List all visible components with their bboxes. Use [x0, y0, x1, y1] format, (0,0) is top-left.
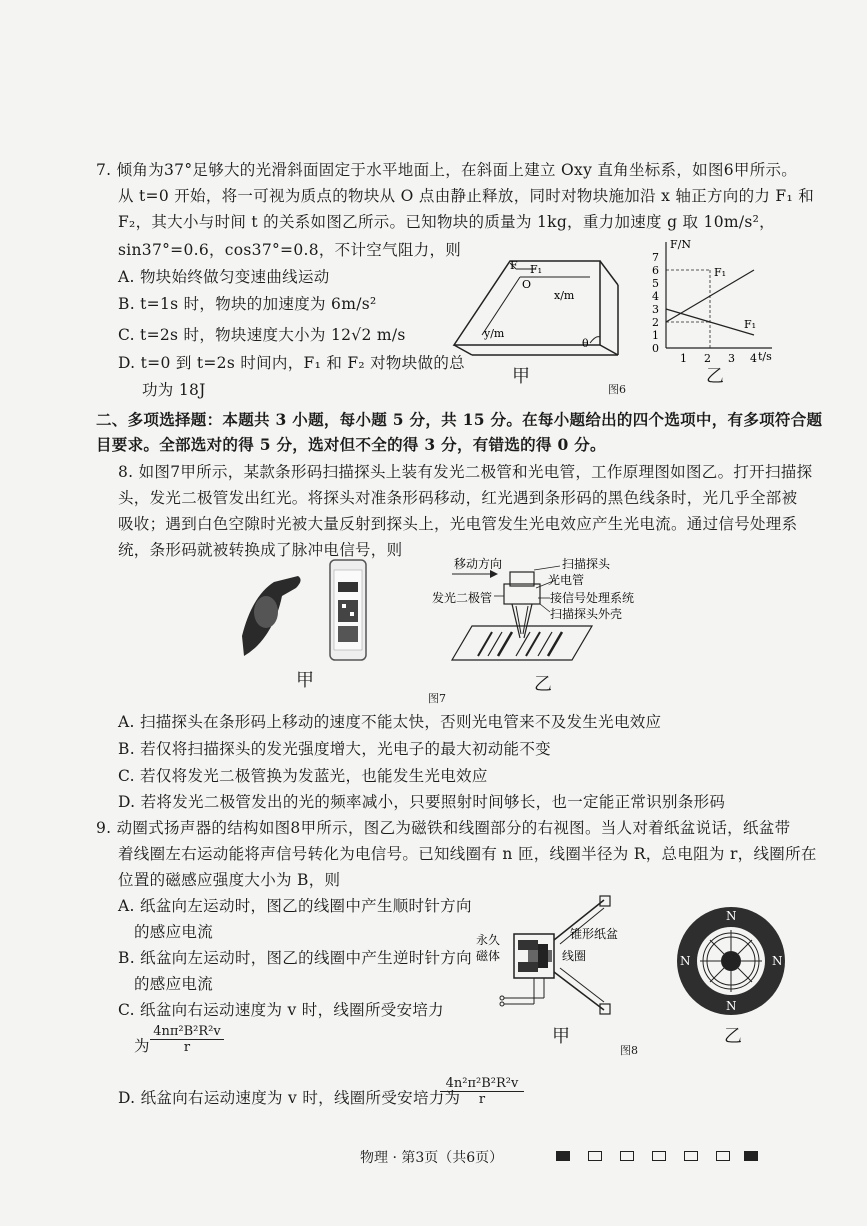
q8-line4: 统，条形码就被转换成了脉冲电信号，则 — [118, 541, 403, 559]
q9-option-a-line2: 的感应电流 — [134, 923, 214, 941]
q9-option-d-formula — [440, 1076, 524, 1107]
fig6-xtick: 2 — [704, 352, 711, 365]
section2-line2: 目要求。全部选对的得 5 分，选对但不全的得 3 分，有错选的得 0 分。 — [96, 435, 606, 454]
fig6-ytick: 0 — [652, 342, 659, 355]
fig8-pole-n: N — [726, 999, 737, 1013]
q8-option-a: A. 扫描探头在条形码上移动的速度不能太快，否则光电管来不及发生光电效应 — [118, 713, 662, 731]
q9-option-c-formula — [150, 1024, 224, 1055]
fig6-x-axis-label: t/s — [758, 350, 772, 363]
q9-line3: 位置的磁感应强度大小为 B，则 — [118, 871, 341, 889]
fig6-ytick: 7 — [652, 251, 659, 264]
q8-line2: 头，发光二极管发出红光。将探头对准条形码移动，红光遇到条形码的黑色线条时，光几乎全部被 — [118, 489, 798, 507]
q9-option-c-numerator: 4nπ²B²R²v — [150, 1024, 224, 1040]
fig6-label-theta: θ — [582, 337, 589, 350]
footer-marker — [620, 1151, 634, 1161]
q7-line2: 从 t=0 开始，将一可视为质点的物块从 O 点由静止释放，同时对物块施加沿 x 轴正方向的力 F₁ 和 — [118, 187, 815, 205]
fig7-principle-diagram — [432, 556, 652, 672]
q7-option-c: C. t=2s 时，物块速度大小为 12√2 m/s — [118, 326, 406, 344]
q9-line2: 着线圈左右运动能将声信号转化为电信号。已知线圈有 n 匝，线圈半径为 R，总电阻为 r，线圈所在 — [118, 845, 817, 863]
fig7-label-move: 移动方向 — [454, 557, 503, 571]
fig6-incline-diagram — [450, 255, 620, 365]
fig6-ytick: 1 — [652, 329, 659, 342]
fig6-force-time-graph — [640, 236, 790, 376]
q7-line3: F₂，其大小与时间 t 的关系如图乙所示。已知物块的质量为 1kg，重力加速度 g 取 10m/s²， — [118, 213, 775, 231]
page-footer: 物理 · 第3页（共6页） — [360, 1150, 504, 1166]
q8-option-d: D. 若将发光二极管发出的光的频率减小，只要照射时间够长，也一定能正常识别条形码 — [118, 793, 726, 811]
q7-option-b: B. t=1s 时，物块的加速度为 6m/s² — [118, 295, 377, 313]
q9-option-c-denominator: r — [183, 1040, 191, 1055]
footer-marker — [588, 1151, 602, 1161]
q7-line1: 7. 倾角为37°足够大的光滑斜面固定于水平地面上，在斜面上建立 Oxy 直角坐标系，如图6甲所示。 — [96, 161, 798, 179]
fig6-xtick: 3 — [728, 352, 735, 365]
fig8-pole-n: N — [680, 954, 691, 968]
fig7-label-led: 发光二极管 — [432, 591, 493, 605]
fig6-label-f1: F₁ — [530, 263, 543, 276]
q8-option-c: C. 若仅将发光二极管换为发蓝光，也能发生光电效应 — [118, 767, 488, 785]
fig6-label-f: F — [510, 259, 518, 272]
footer-marker — [684, 1151, 698, 1161]
q9-option-d-line: D. 纸盆向右运动速度为 v 时，线圈所受安培力为 — [118, 1089, 461, 1107]
fig8-pole-n: N — [726, 909, 737, 923]
fig6-caption: 图6 — [608, 383, 626, 396]
fig6-jia-label: 甲 — [512, 366, 530, 387]
fig8-magnet-right-view — [674, 904, 788, 1018]
fig6-label-x: x/m — [554, 289, 575, 302]
q7-option-d-line2: 功为 18J — [142, 381, 206, 399]
q7-option-a: A. 物块始终做匀变速曲线运动 — [118, 268, 330, 286]
fig8-yi-label: 乙 — [724, 1026, 742, 1047]
fig8-speaker-diagram — [474, 894, 624, 1024]
fig6-ytick: 2 — [652, 316, 659, 329]
fig6-ytick: 5 — [652, 277, 659, 290]
fig6-label-series-f1: F₁ — [714, 266, 727, 279]
fig8-label-magnet2: 磁体 — [476, 949, 501, 963]
fig6-xtick: 4 — [750, 352, 757, 365]
fig8-pole-n: N — [772, 954, 783, 968]
fig7-caption: 图7 — [428, 692, 446, 705]
fig7-yi-label: 乙 — [534, 674, 552, 695]
footer-marker — [716, 1151, 730, 1161]
q8-option-b: B. 若仅将扫描探头的发光强度增大，光电子的最大初动能不变 — [118, 740, 551, 758]
fig8-label-coil: 线圈 — [562, 949, 587, 963]
fig6-xtick: 1 — [680, 352, 687, 365]
q9-option-d-numerator: 4n²π²B²R²v — [440, 1076, 524, 1092]
q9-option-d-denominator: r — [478, 1092, 486, 1107]
fig8-label-magnet: 永久 — [476, 933, 501, 947]
fig6-ytick: 6 — [652, 264, 659, 277]
q7-option-d-line1: D. t=0 到 t=2s 时间内，F₁ 和 F₂ 对物块做的总 — [118, 354, 465, 372]
fig7-label-signal: 接信号处理系统 — [550, 591, 635, 605]
q7-line4: sin37°=0.6，cos37°=0.8，不计空气阻力，则 — [118, 241, 462, 259]
footer-marker — [744, 1151, 758, 1161]
q9-option-a-line1: A. 纸盆向左运动时，图乙的线圈中产生顺时针方向 — [118, 897, 472, 915]
fig8-jia-label: 甲 — [552, 1026, 570, 1047]
fig7-jia-label: 甲 — [296, 670, 314, 691]
fig7-scanner-photo — [238, 556, 378, 666]
q9-line1: 9. 动圈式扬声器的结构如图8甲所示，图乙为磁铁和线圈部分的右视图。当人对着纸盆说话，纸盆带 — [96, 819, 791, 837]
footer-marker — [652, 1151, 666, 1161]
q8-line3: 吸收；遇到白色空隙时光被大量反射到探头上，光电管发生光电效应产生光电流。通过信号处理系 — [118, 515, 798, 533]
fig6-y-axis-label: F/N — [670, 238, 691, 251]
fig6-ytick: 4 — [652, 290, 659, 303]
q9-option-b-line1: B. 纸盆向左运动时，图乙的线圈中产生逆时针方向 — [118, 949, 472, 967]
fig6-ytick: 3 — [652, 303, 659, 316]
q8-line1: 8. 如图7甲所示，某款条形码扫描探头上装有发光二极管和光电管，工作原理图如图乙。打开扫描探 — [118, 463, 813, 481]
fig6-label-series-f2: F₁ — [744, 318, 757, 331]
section2-line1: 二、多项选择题：本题共 3 小题，每小题 5 分，共 15 分。在每小题给出的四个选项中，有多项符合题 — [96, 410, 823, 429]
fig7-label-shell: 扫描探头外壳 — [550, 607, 623, 621]
q9-option-b-line2: 的感应电流 — [134, 975, 214, 993]
fig8-caption: 图8 — [620, 1044, 638, 1057]
fig6-label-o: O — [522, 278, 532, 291]
q9-option-c-line1: C. 纸盆向右运动速度为 v 时，线圈所受安培力 — [118, 1001, 444, 1019]
fig6-yi-label: 乙 — [706, 366, 724, 387]
fig6-label-y: y/m — [484, 327, 505, 340]
fig8-label-cone: 锥形纸盆 — [570, 927, 619, 941]
q9-option-c-line2: 为 — [134, 1037, 150, 1055]
footer-marker — [556, 1151, 570, 1161]
fig7-label-probe: 扫描探头 — [562, 557, 611, 571]
fig7-label-tube: 光电管 — [548, 573, 585, 587]
